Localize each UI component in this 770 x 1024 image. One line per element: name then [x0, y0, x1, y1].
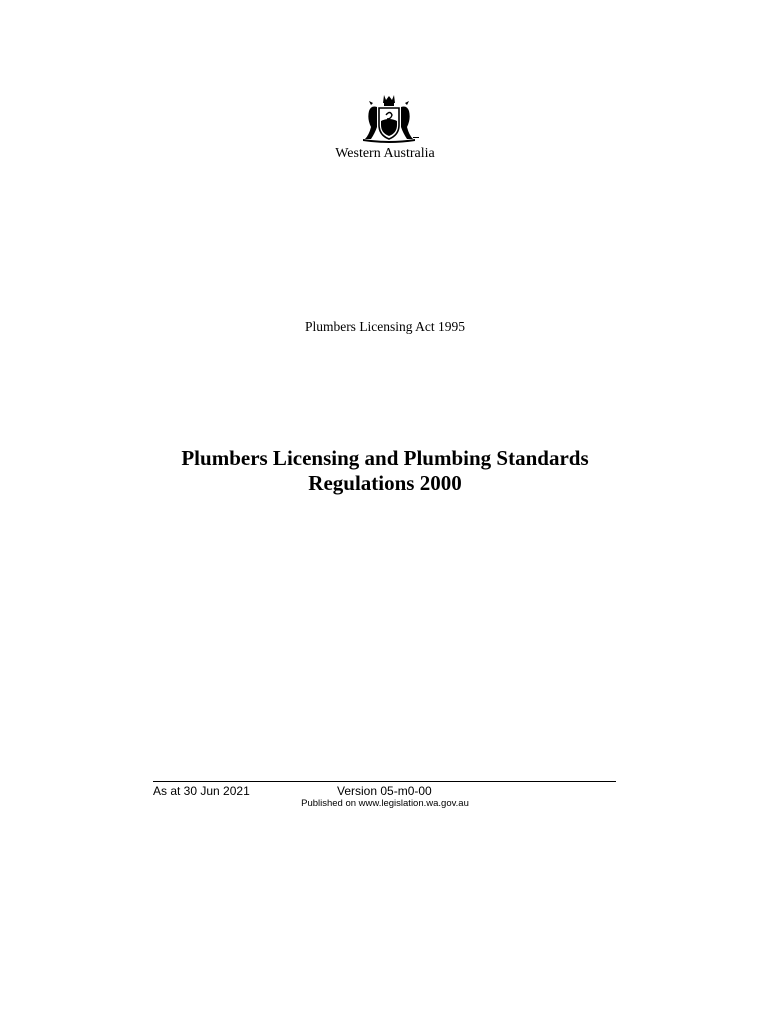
- coat-of-arms-icon: [357, 93, 421, 145]
- as-at-date: As at 30 Jun 2021: [153, 784, 250, 798]
- document-title-line-2: Regulations 2000: [308, 471, 462, 495]
- document-title-line-1: Plumbers Licensing and Plumbing Standards: [181, 446, 589, 470]
- published-note: Published on www.legislation.wa.gov.au: [301, 798, 469, 809]
- jurisdiction-label: Western Australia: [335, 146, 435, 161]
- footer-divider: [153, 781, 616, 782]
- version-label: Version 05-m0-00: [337, 784, 432, 798]
- enabling-act: Plumbers Licensing Act 1995: [304, 319, 466, 334]
- document-title: [0, 446, 770, 496]
